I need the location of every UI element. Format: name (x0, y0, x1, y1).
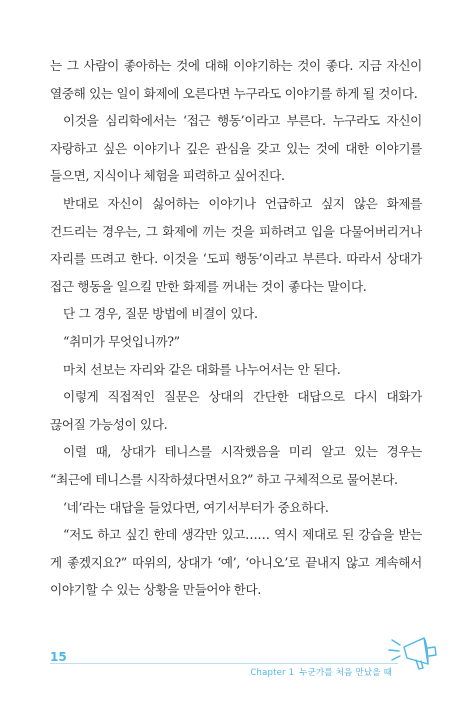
paragraph: 이렇게 직접적인 질문은 상대의 간단한 대답으로 다시 대화가 끊어질 가능성이 있다. (50, 389, 422, 432)
paragraph: “취미가 무엇입니까?” (63, 333, 180, 349)
paragraph: 마치 선보는 자리와 같은 대화를 나누어서는 안 된다. (63, 361, 341, 377)
paragraph: ‘네’라는 대답을 들었다면, 여기서부터가 중요하다. (63, 499, 329, 515)
body-text (50, 52, 422, 604)
footer-divider (50, 663, 398, 664)
paragraph: 단 그 경우, 질문 방법에 비결이 있다. (63, 306, 258, 322)
paragraph: 는 그 사람이 좋아하는 것에 대해 이야기하는 것이 좋다. 지금 자신이 열중해 있는 일이 화제에 오른다면 누구라도 이야기를 하게 될 것이다. (50, 58, 422, 101)
megaphone-icon (386, 628, 444, 678)
chapter-title: 누군가를 처음 만났을 때 (299, 668, 392, 678)
page-number: 15 (50, 650, 67, 664)
paragraph: 이럴 때, 상대가 테니스를 시작했음을 미리 알고 있는 경우는 “최근에 테니스를 시작하셨다면서요?” 하고 구체적으로 물어본다. (50, 444, 422, 487)
paragraph: 반대로 자신이 싫어하는 이야기나 언급하고 싶지 않은 화제를 건드리는 경우는, 그 화제에 끼는 것을 피하려고 입을 다물어버리거나 자리를 뜨려고 한다. 이것을 ‘도피 행동’이라고 부른다. 따라서 상대가 접근 행동을 일으킬 만한 화제를 꺼내는 것이 좋다는 말이다. (50, 195, 422, 294)
paragraph: 이것을 심리학에서는 ‘접근 행동’이라고 부른다. 누구라도 자신이 자랑하고 싶은 이야기나 깊은 관심을 갖고 있는 것에 대한 이야기를 들으면, 지식이나 체험을 피력하고 싶어진다. (50, 113, 422, 184)
running-footer (250, 666, 392, 678)
chapter-number: Chapter 1 (250, 668, 295, 678)
paragraph: “저도 하고 싶긴 한데 생각만 있고…… 역시 제대로 된 강습을 받는 게 좋겠지요?” 따위의, 상대가 ‘예’, ‘아니오’로 끝내지 않고 계속해서 이야기할 수 있는 상황을 만들어야 한다. (50, 527, 422, 598)
